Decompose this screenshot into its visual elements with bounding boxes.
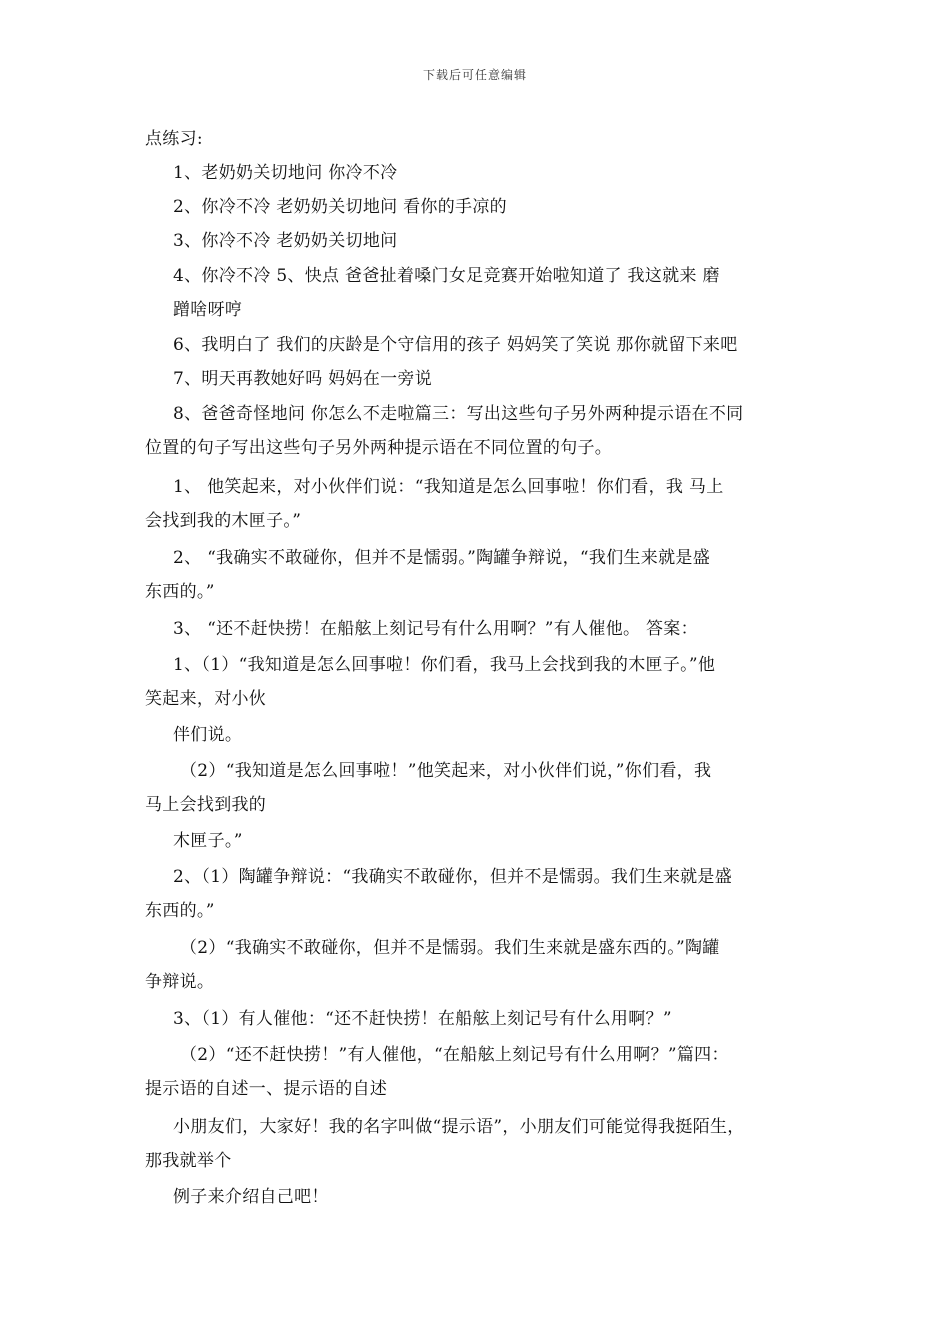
text-line: 3、 “还不赶快捞！在船舷上刻记号有什么用啊？”有人催他。 答案： [173,619,698,639]
text-line: 2、你冷不冷 老奶奶关切地问 看你的手凉的 [173,197,507,217]
text-line: 马上会找到我的 [145,795,267,815]
text-line: 伴们说。 [173,725,243,745]
text-line: 8、爸爸奇怪地问 你怎么不走啦篇三：写出这些句子另外两种提示语在不同 [173,404,744,424]
text-line: 6、我明白了 我们的庆龄是个守信用的孩子 妈妈笑了笑说 那你就留下来吧 [173,335,738,355]
text-line: 7、明天再教她好吗 妈妈在一旁说 [173,369,433,389]
text-line: 1、（1）“我知道是怎么回事啦！你们看，我马上会找到我的木匣子。”他 [173,655,716,675]
text-line: 东西的。” [145,901,215,921]
text-line: 位置的句子写出这些句子另外两种提示语在不同位置的句子。 [145,438,613,458]
text-line: （2）“我确实不敢碰你，但并不是懦弱。我们生来就是盛东西的。”陶罐 [180,938,720,958]
text-line: 3、你冷不冷 老奶奶关切地问 [173,231,398,251]
text-line: 提示语的自述一、提示语的自述 [145,1079,388,1099]
text-line: 蹭啥呀哼 [173,300,243,320]
text-line: 1、老奶奶关切地问 你冷不冷 [173,163,398,183]
text-line: 例子来介绍自己吧！ [173,1187,329,1207]
page-header: 下载后可任意编辑 [422,68,527,82]
text-line: 点练习: [145,129,203,149]
text-line: 笑起来，对小伙 [145,689,267,709]
text-line: 那我就举个 [145,1151,232,1171]
text-line: （2）“还不赶快捞！”有人催他，“在船舷上刻记号有什么用啊？”篇四： [180,1045,729,1065]
text-line: 3、（1）有人催他：“还不赶快捞！在船舷上刻记号有什么用啊？” [173,1009,672,1029]
text-line: 1、 他笑起来，对小伙伴们说：“我知道是怎么回事啦！你们看，我 马上 [173,477,724,497]
text-line: 会找到我的木匣子。” [145,511,302,531]
text-line: 争辩说。 [145,972,215,992]
text-line: 2、 “我确实不敢碰你，但并不是懦弱。”陶罐争辩说，“我们生来就是盛 [173,548,710,568]
text-line: 东西的。” [145,582,215,602]
text-line: （2）“我知道是怎么回事啦！”他笑起来，对小伙伴们说，”你们看，我 [180,761,712,781]
text-line: 小朋友们，大家好！我的名字叫做“提示语”，小朋友们可能觉得我挺陌生， [173,1117,745,1137]
text-line: 木匣子。” [173,831,243,851]
text-line: 4、你冷不冷 5、快点 爸爸扯着嗓门女足竞赛开始啦知道了 我这就来 磨 [173,266,720,286]
text-line: 2、（1）陶罐争辩说：“我确实不敢碰你，但并不是懦弱。我们生来就是盛 [173,867,733,887]
